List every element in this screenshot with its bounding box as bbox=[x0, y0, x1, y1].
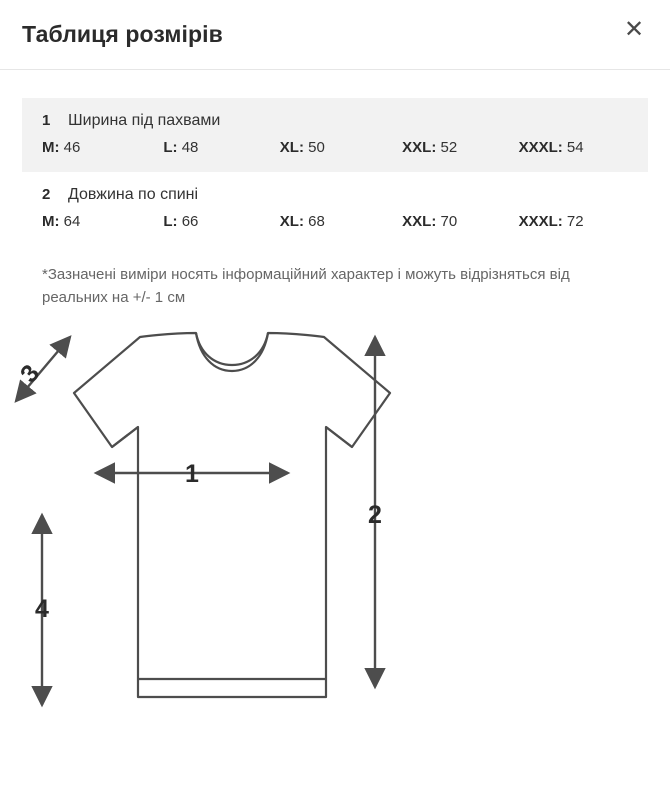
size-name: M: bbox=[42, 139, 60, 156]
size-cell-xxl bbox=[402, 139, 518, 156]
size-name: XXL: bbox=[402, 139, 437, 156]
size-value: 48 bbox=[181, 139, 199, 156]
size-name: XXXL: bbox=[518, 139, 563, 156]
size-value: 54 bbox=[566, 139, 584, 156]
measurement-label: Довжина по спині bbox=[68, 186, 199, 203]
size-cell-m bbox=[42, 139, 163, 156]
size-cell-xl bbox=[280, 139, 402, 156]
size-cell-xxxl bbox=[519, 139, 628, 156]
size-name: L: bbox=[163, 213, 178, 230]
page-title: Таблиця розмірів bbox=[22, 21, 223, 47]
disclaimer-note: *Зазначені виміри носять інформаційний характер і можуть відрізняться від реальних на +/- 1 см bbox=[42, 266, 570, 306]
measurement-row-1 bbox=[22, 98, 648, 172]
size-name: XL: bbox=[279, 139, 304, 156]
size-name: XL: bbox=[279, 213, 304, 230]
size-value: 66 bbox=[181, 213, 199, 230]
measurement-label: Ширина під пахвами bbox=[68, 112, 221, 129]
diagram-label-3: 3 bbox=[14, 359, 46, 389]
size-value: 50 bbox=[308, 139, 325, 156]
diagram-label-2: 2 bbox=[368, 501, 382, 529]
size-value: 52 bbox=[440, 139, 458, 156]
size-cell-m bbox=[42, 213, 163, 230]
size-value: 70 bbox=[440, 213, 458, 230]
size-name: XXXL: bbox=[518, 213, 563, 230]
measurement-heading bbox=[42, 186, 628, 204]
size-name: M: bbox=[42, 213, 60, 230]
t-shirt-measurement-diagram bbox=[0, 309, 670, 747]
tshirt-outline bbox=[74, 333, 390, 697]
modal-header bbox=[0, 0, 670, 70]
size-values-row bbox=[42, 139, 628, 156]
size-cell-xxxl bbox=[519, 213, 628, 230]
measurement-index: 2 bbox=[42, 186, 51, 203]
measurement-row-2 bbox=[22, 172, 648, 246]
size-value: 46 bbox=[63, 139, 81, 156]
measurement-heading bbox=[42, 112, 628, 130]
size-value: 72 bbox=[566, 213, 584, 230]
diagram-label-4: 4 bbox=[35, 595, 49, 623]
measurement-index: 1 bbox=[42, 112, 51, 129]
size-cell-l bbox=[163, 139, 279, 156]
size-value: 68 bbox=[308, 213, 325, 230]
close-icon[interactable]: ✕ bbox=[620, 16, 648, 44]
size-name: XXL: bbox=[402, 213, 437, 230]
measurement-list bbox=[0, 70, 670, 246]
size-value: 64 bbox=[63, 213, 81, 230]
size-name: L: bbox=[163, 139, 178, 156]
diagram-label-1: 1 bbox=[185, 460, 199, 488]
size-values-row bbox=[42, 213, 628, 230]
size-cell-xxl bbox=[402, 213, 518, 230]
size-cell-xl bbox=[280, 213, 402, 230]
size-cell-l bbox=[163, 213, 279, 230]
